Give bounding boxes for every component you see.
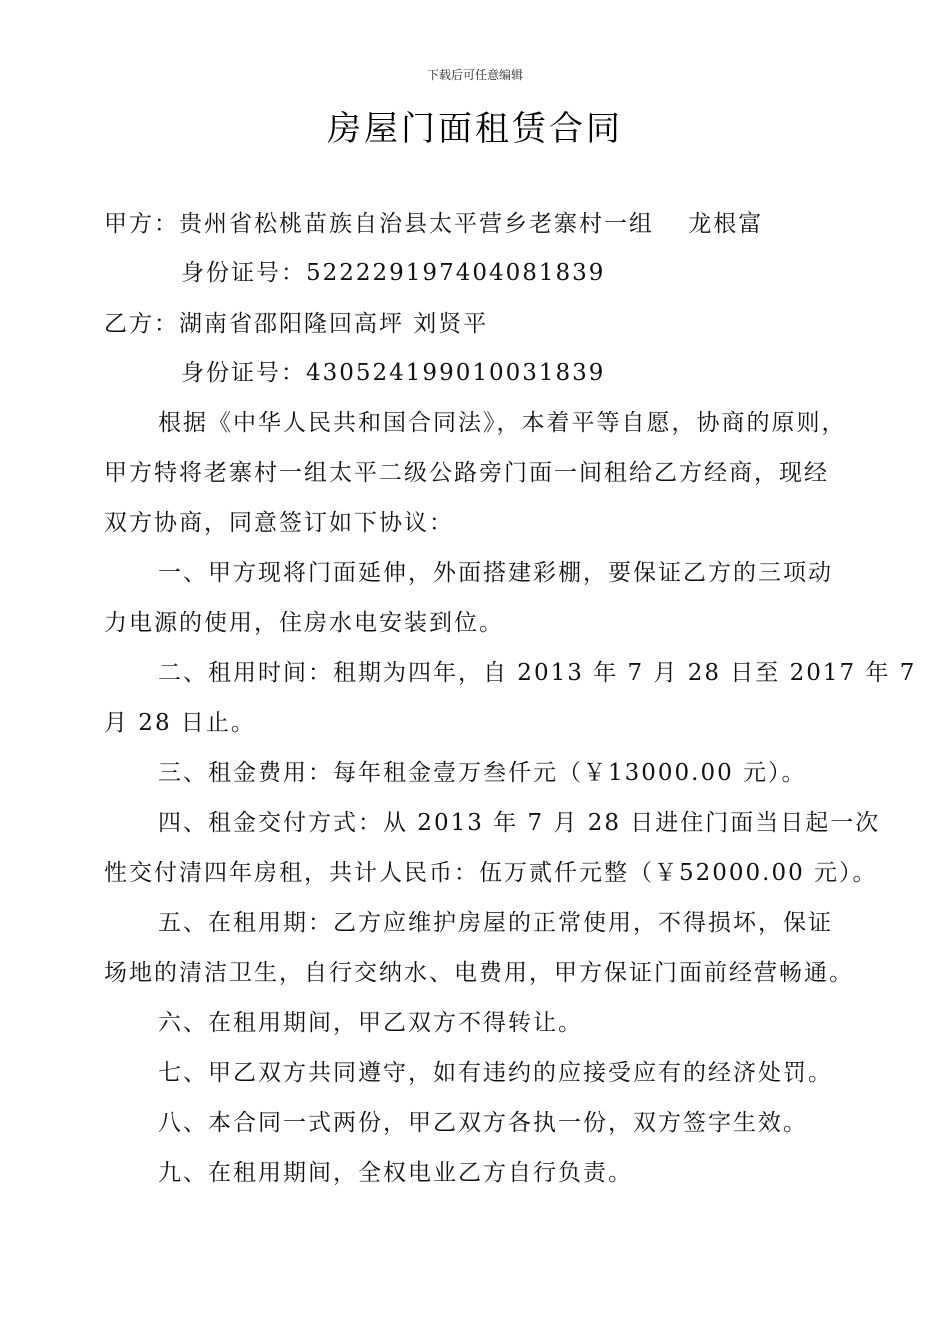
clause-1-line-1: 一、甲方现将门面延伸，外面搭建彩棚，要保证乙方的三项动	[158, 560, 833, 586]
clause-2-line-1: 二、租用时间：租期为四年，自 2013 年 7 月 28 日至 2017 年 7	[158, 660, 917, 686]
clause-5-line-1: 五、在租用期：乙方应维护房屋的正常使用，不得损坏，保证	[158, 910, 833, 936]
intro-line-1: 根据《中华人民共和国合同法》，本着平等自愿，协商的原则，	[158, 410, 847, 436]
clause-1-line-2: 力电源的使用，住房水电安装到位。	[104, 610, 504, 636]
party-b-id: 身份证号：430524199010031839	[181, 360, 606, 386]
party-a-id: 身份证号：522229197404081839	[181, 260, 606, 286]
clause-4-line-1: 四、租金交付方式：从 2013 年 7 月 28 日进住门面当日起一次	[158, 810, 881, 836]
clause-7: 七、甲乙双方共同遵守，如有违约的应接受应有的经济处罚。	[158, 1060, 833, 1086]
intro-line-2: 甲方特将老寨村一组太平二级公路旁门面一间租给乙方经商，现经	[104, 460, 829, 486]
clause-4-line-2: 性交付清四年房租，共计人民币：伍万贰仟元整（￥52000.00 元）。	[104, 860, 878, 886]
party-a-line: 甲方：贵州省松桃苗族自治县太平营乡老寨村一组 龙根富	[104, 211, 764, 237]
clause-5-line-2: 场地的清洁卫生，自行交纳水、电费用，甲方保证门面前经营畅通。	[104, 960, 854, 986]
header-note: 下载后可任意编辑	[426, 68, 523, 82]
document-title: 房屋门面租赁合同	[327, 109, 623, 149]
party-b-line: 乙方：湖南省邵阳隆回高坪 刘贤平	[104, 311, 489, 337]
clause-3: 三、租金费用：每年租金壹万叁仟元（￥13000.00 元）。	[158, 760, 807, 786]
clause-2-line-2: 月 28 日止。	[104, 710, 256, 736]
clause-6: 六、在租用期间，甲乙双方不得转让。	[158, 1010, 583, 1036]
clause-8: 八、本合同一式两份，甲乙双方各执一份，双方签字生效。	[158, 1110, 808, 1136]
clause-9: 九、在租用期间，全权电业乙方自行负责。	[158, 1160, 633, 1186]
intro-line-3: 双方协商，同意签订如下协议：	[104, 510, 454, 536]
